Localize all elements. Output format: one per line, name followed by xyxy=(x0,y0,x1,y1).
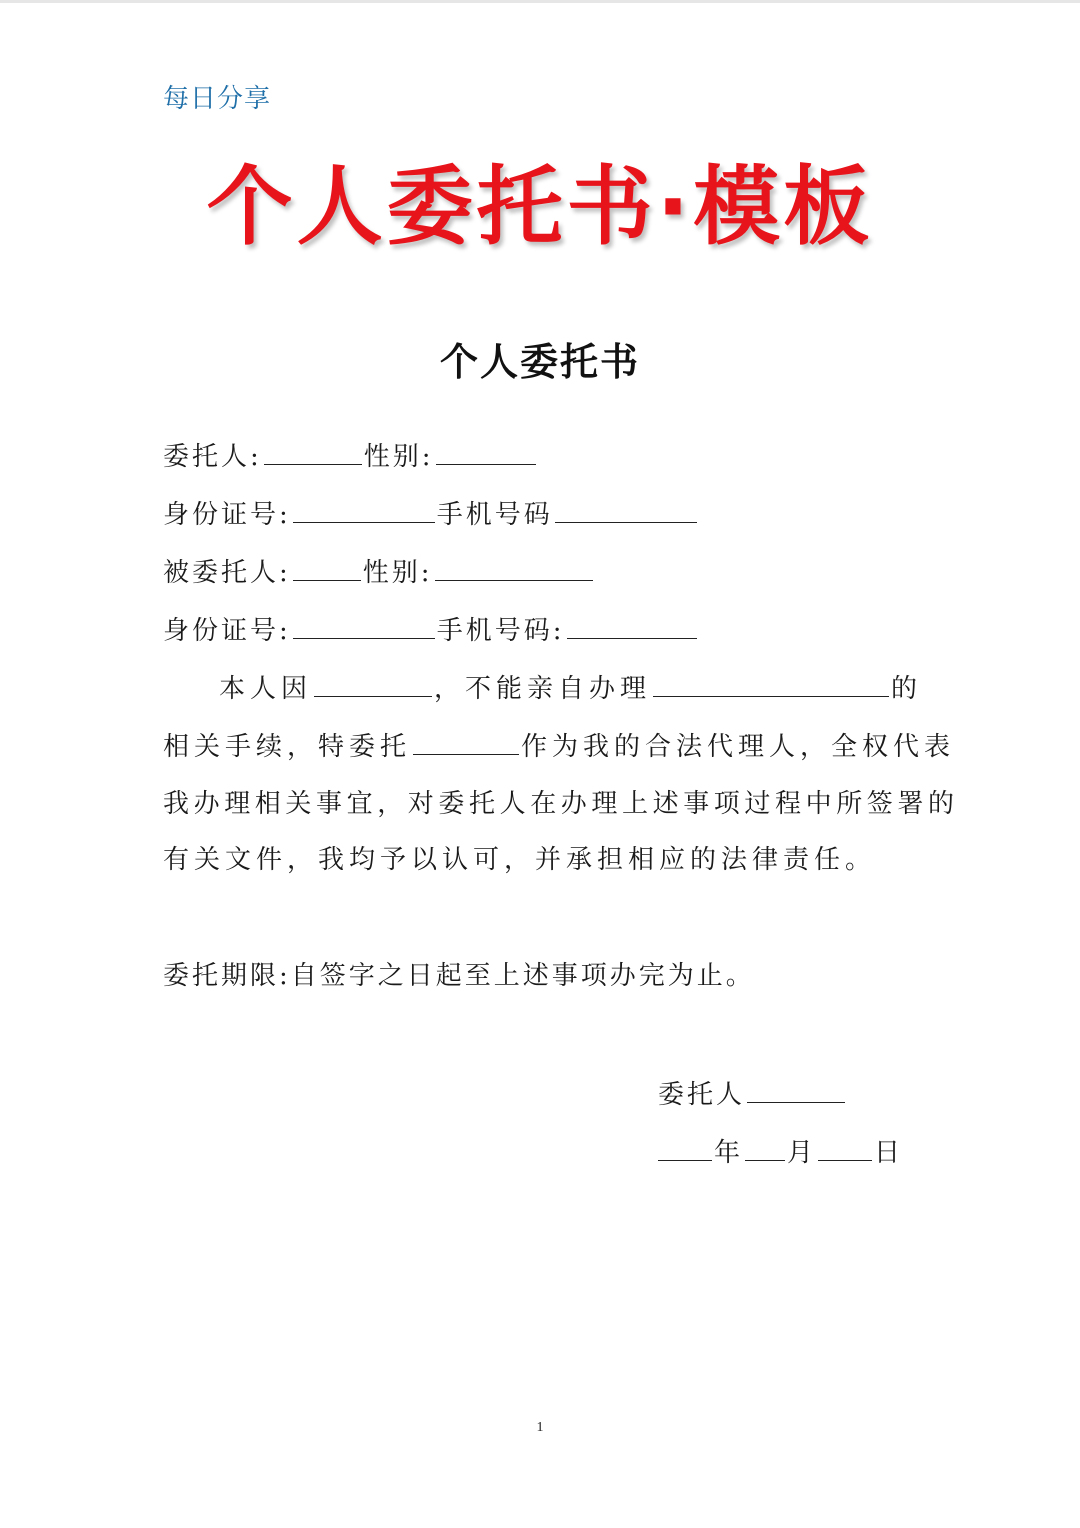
page-number: 1 xyxy=(536,1420,544,1435)
agent-phone-blank[interactable] xyxy=(567,612,697,639)
month-blank[interactable] xyxy=(745,1134,785,1161)
body-line-4: 有关文件，我均予以认可，并承担相应的法律责任。 xyxy=(163,845,877,875)
body-line-2 xyxy=(163,728,956,765)
principal-gender-blank[interactable] xyxy=(436,438,536,465)
document-title: 个人委托书 xyxy=(439,339,640,384)
principal-id-blank[interactable] xyxy=(293,496,435,523)
day-blank[interactable] xyxy=(818,1134,872,1161)
agent-name-blank[interactable] xyxy=(293,554,361,581)
banner-title: 个人委托书·模板 xyxy=(206,157,874,257)
id-label-1: 身份证号: xyxy=(163,500,291,530)
agent-line xyxy=(163,554,595,591)
signature-principal-label: 委托人 xyxy=(658,1080,746,1110)
signature-blank[interactable] xyxy=(747,1076,845,1103)
gender-label-2: 性别: xyxy=(362,558,433,588)
principal-id-line xyxy=(163,496,699,533)
body-text-1b: ，不能亲自办理 xyxy=(434,674,652,704)
principal-name-blank[interactable] xyxy=(264,438,362,465)
agent-entrust-blank[interactable] xyxy=(413,728,519,755)
signature-date-line xyxy=(658,1134,903,1171)
body-text-1a: 本人因 xyxy=(219,674,313,704)
agent-id-blank[interactable] xyxy=(293,612,435,639)
principal-line xyxy=(163,438,538,475)
body-text-2b: 作为我的合法代理人，全权代表 xyxy=(521,732,956,762)
term-line: 委托期限:自签字之日起至上述事项办完为止。 xyxy=(163,961,755,991)
day-label: 日 xyxy=(874,1138,904,1168)
reason-blank[interactable] xyxy=(314,670,432,697)
year-label: 年 xyxy=(714,1138,744,1168)
body-line-3: 我办理相关事宜，对委托人在办理上述事项过程中所签署的 xyxy=(163,789,959,819)
id-label-2: 身份证号: xyxy=(163,616,291,646)
agent-gender-blank[interactable] xyxy=(435,554,593,581)
signature-principal-line xyxy=(658,1076,847,1113)
agent-label: 被委托人: xyxy=(163,558,291,588)
year-blank[interactable] xyxy=(658,1134,712,1161)
agent-id-line xyxy=(163,612,699,649)
principal-phone-blank[interactable] xyxy=(555,496,697,523)
gender-label-1: 性别: xyxy=(363,442,434,472)
header-tag: 每日分享 xyxy=(163,84,272,114)
page-top-border xyxy=(0,0,1080,3)
phone-label-1: 手机号码 xyxy=(436,500,553,530)
body-text-2a: 相关手续，特委托 xyxy=(163,732,412,762)
principal-label: 委托人: xyxy=(163,442,262,472)
matter-blank[interactable] xyxy=(653,670,889,697)
month-label: 月 xyxy=(787,1138,817,1168)
body-text-1c: 的 xyxy=(891,674,923,704)
phone-label-2: 手机号码: xyxy=(436,616,565,646)
body-line-1 xyxy=(163,670,923,707)
